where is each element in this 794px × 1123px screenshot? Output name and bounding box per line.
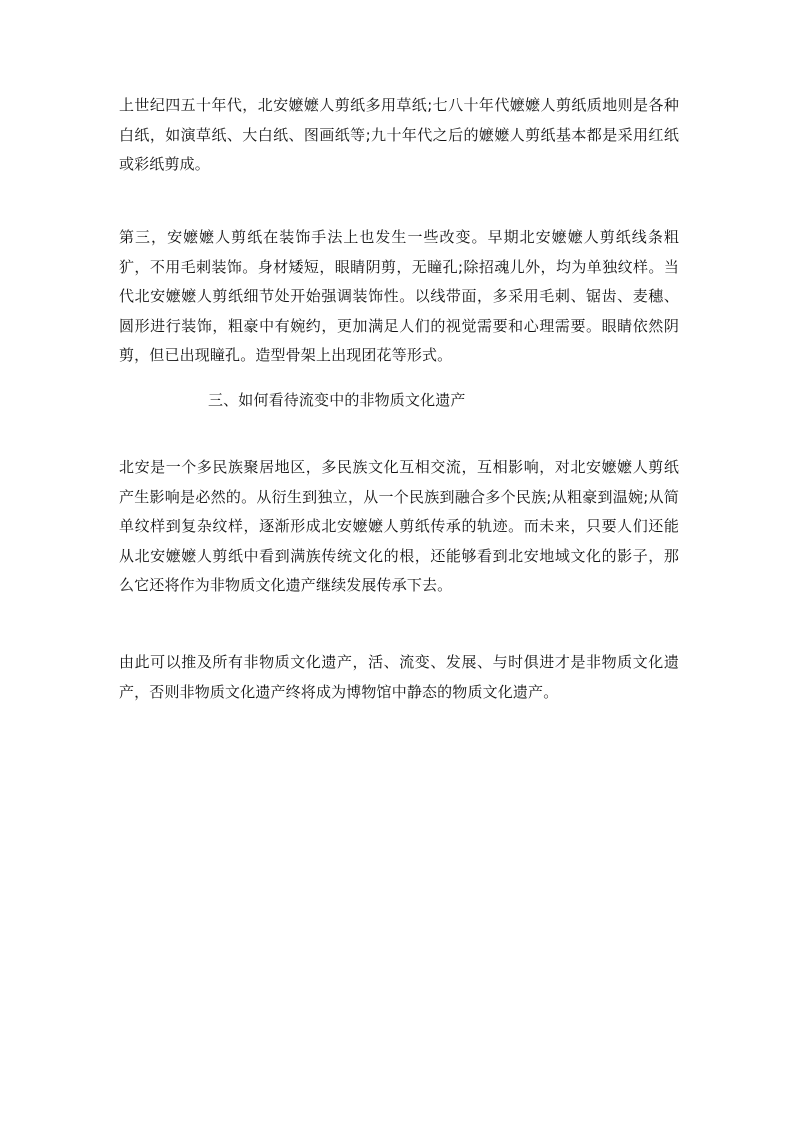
paragraph-multi-ethnic-influence: 北安是一个多民族聚居地区，多民族文化互相交流，互相影响，对北安嬷嬷人剪纸产生影响是必然的。从衍生到独立，从一个民族到融合多个民族;从粗豪到温婉;从简单纹样到复杂纹样，逐渐形成北安嬷嬷人剪纸传承的轨迹。而未来，只要人们还能从北安嬷嬷人剪纸中看到满族传统文化的根，还能够看到北安地域文化的影子，那么它还将作为非物质文化遗产继续发展传承下去。	[119, 458, 679, 594]
paragraph-decoration-techniques: 第三，安嬷嬷人剪纸在装饰手法上也发生一些改变。早期北安嬷嬷人剪纸线条粗犷，不用毛刺装饰。身材矮短，眼睛阴剪，无瞳孔;除招魂儿外，均为单独纹样。当代北安嬷嬷人剪纸细节处开始强调装饰性。以线带面，多采用毛刺、锯齿、麦穗、圆形进行装饰，粗豪中有婉约，更加满足人们的视觉需要和心理需要。眼睛依然阴剪，但已出现瞳孔。造型骨架上出现团花等形式。	[119, 228, 679, 364]
paragraph-paper-materials: 上世纪四五十年代，北安嬷嬷人剪纸多用草纸;七八十年代嬷嬷人剪纸质地则是各种白纸，如演草纸、大白纸、图画纸等;九十年代之后的嬷嬷人剪纸基本都是采用红纸或彩纸剪成。	[119, 96, 679, 173]
paragraph-conclusion: 由此可以推及所有非物质文化遗产，活、流变、发展、与时俱进才是非物质文化遗产，否则非物质文化遗产终将成为博物馆中静态的物质文化遗产。	[119, 653, 679, 701]
section-heading: 三、如何看待流变中的非物质文化遗产	[208, 391, 466, 409]
